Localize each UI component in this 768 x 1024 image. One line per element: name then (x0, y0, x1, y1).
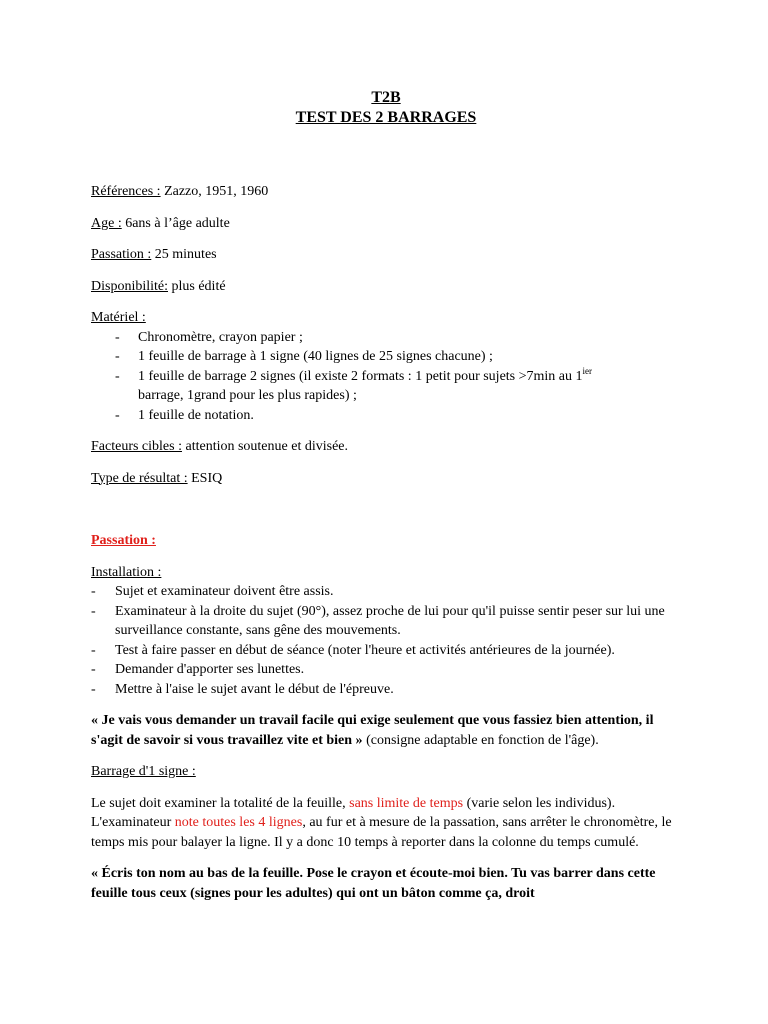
list-item: - Test à faire passer en début de séance (noter l'heure et activités antérieures de la journée). (91, 642, 615, 658)
title-line-2: TEST DES 2 BARRAGES (295, 109, 477, 126)
age-value: 6ans à l’âge adulte (121, 215, 230, 231)
consigne-quote: « Je vais vous demander un travail facile qui exige seulement que vous fassiez bien attention, il s'agit de savoir si vous travaillez vite et bien » (91, 713, 654, 748)
type-resultat-value: ESIQ (187, 470, 223, 486)
age-label: Age : (91, 215, 122, 231)
list-item: - Demander d'apporter ses lunettes. (91, 662, 305, 677)
document-title (91, 88, 681, 128)
barrage-1-quote: « Écris ton nom au bas de la feuille. Pose le crayon et écoute-moi bien. Tu vas barrer dans cette feuille tous ceux (signes pour les adultes) qui ont un bâton comme ça, droit (91, 866, 656, 901)
passation-label: Passation : (91, 247, 152, 262)
consigne-paragraph: « Je vais vous demander un travail facile qui exige seulement que vous fassiez bien attention, il s'agit de savoir si vous travaillez vite et bien » (consigne adaptable en fonction de l'âge). (91, 713, 654, 748)
superscript: ier (582, 365, 593, 376)
references-value: Zazzo, 1951, 1960 (160, 184, 269, 199)
list-item: - Examinateur à la droite du sujet (90°), assez proche de lui pour qu'il puisse sentir peser sur lui une surveillance constante, sans gêne des mouvements. (91, 603, 665, 638)
highlight-text: sans limite de temps (349, 795, 464, 811)
references-label: Références : (91, 184, 161, 199)
installation-label: Installation : (91, 564, 162, 580)
highlight-text: note toutes les 4 lignes (174, 815, 303, 830)
list-item: - 1 feuille de notation. (115, 407, 254, 423)
facteurs-label: Facteurs cibles : (91, 439, 182, 454)
type-resultat-line (91, 469, 681, 489)
references-line (91, 182, 681, 202)
type-resultat-label: Type de résultat : (91, 470, 188, 486)
document-page (91, 88, 681, 903)
passation-line (91, 245, 681, 265)
materiel-list (91, 328, 681, 426)
list-item: - 1 feuille de barrage à 1 signe (40 lignes de 25 signes chacune) ; (115, 349, 493, 364)
materiel-label: Matériel : (91, 310, 146, 325)
disponibilite-label: Disponibilité: (91, 278, 168, 294)
disponibilite-value: plus édité (168, 278, 226, 294)
list-item: - Mettre à l'aise le sujet avant le début de l'épreuve. (91, 681, 394, 697)
facteurs-line (91, 437, 681, 457)
title-line-1: T2B (371, 89, 401, 106)
passation-value: 25 minutes (151, 247, 217, 262)
list-item: - 1 feuille de barrage 2 signes (il existe 2 formats : 1 petit pour sujets >7min au $1^{ier}$ barrage, 1grand pour les plus rapides) ; (115, 365, 593, 403)
list-item: - Chronomètre, crayon papier ; (115, 329, 303, 345)
facteurs-value: attention soutenue et divisée. (181, 439, 348, 454)
barrage-1-label: Barrage d'1 signe : (91, 764, 196, 779)
passation-heading: Passation : (91, 533, 156, 548)
installation-list (91, 582, 681, 699)
disponibilite-line (91, 277, 681, 297)
barrage-1-paragraph: Le sujet doit examiner la totalité de la feuille, sans limite de temps (varie selon les individus). L'examinateur note toutes les 4 lignes, au fur et à mesure de la passation, sans arrêter le chronomètre, le temps mis pour balayer la ligne. Il y a donc 10 temps à reporter dans la colonne du temps cumulé. (91, 795, 672, 850)
age-line (91, 214, 681, 234)
list-item: - Sujet et examinateur doivent être assis. (91, 584, 334, 599)
